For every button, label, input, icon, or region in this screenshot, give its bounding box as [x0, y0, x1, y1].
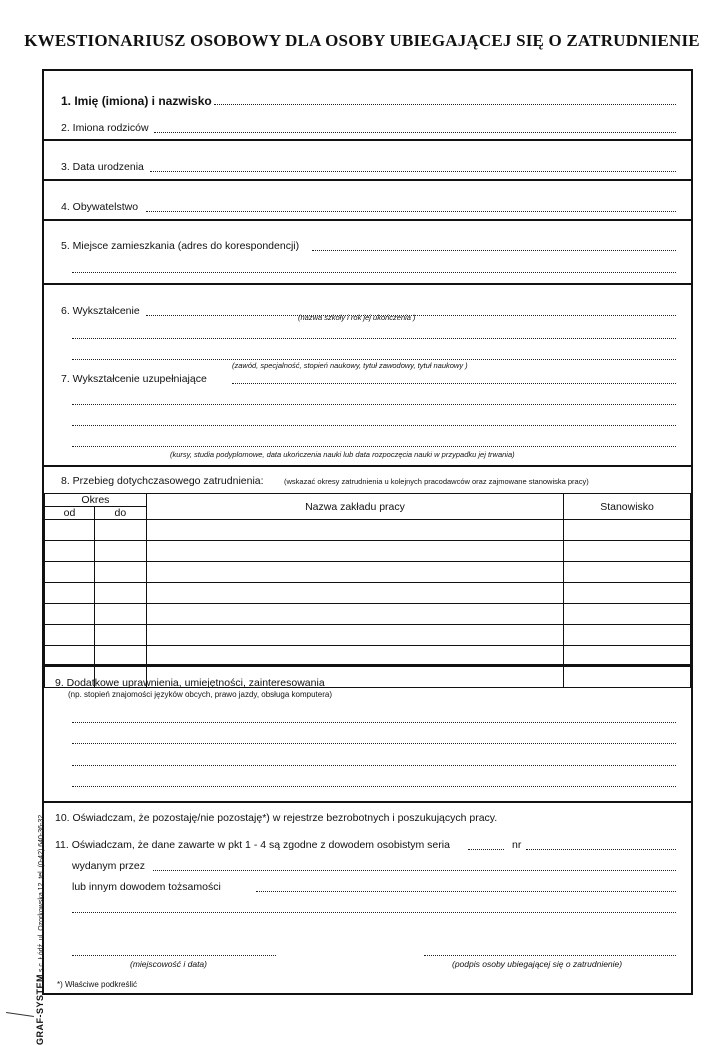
- table-row: [45, 625, 691, 646]
- field-label-issued-by: wydanym przez: [72, 860, 145, 872]
- field-label-skills: 9. Dodatkowe uprawnienia, umiejętności, zainteresowania: [55, 677, 325, 689]
- divider: [42, 219, 693, 221]
- field-label-address: 5. Miejsce zamieszkania (adres do korespondencji): [61, 240, 300, 252]
- publisher-brand: GRAF-SYSTEM: [35, 973, 45, 1045]
- table-cell[interactable]: [45, 604, 95, 625]
- table-cell[interactable]: [94, 562, 146, 583]
- footnote: *) Właściwe podkreślić: [57, 980, 138, 989]
- signature-caption: (podpis osoby ubiegającej się o zatrudnienie): [452, 959, 623, 969]
- employment-note: (wskazać okresy zatrudnienia u kolejnych pracodawców oraz zajmowane stanowiska pracy): [284, 477, 589, 486]
- name-input-line[interactable]: [214, 104, 676, 105]
- place-date-caption: (miejscowość i data): [130, 959, 207, 969]
- form-title: KWESTIONARIUSZ OSOBOWY DLA OSOBY UBIEGAJĄCEJ SIĘ O ZATRUDNIENIE: [24, 31, 700, 50]
- extra-education-input-line-2[interactable]: [72, 404, 676, 405]
- other-id-input[interactable]: [256, 891, 676, 892]
- statement-unemployment: 10. Oświadczam, że pozostaję/nie pozostaję*) w rejestrze bezrobotnych i poszukujących pracy.: [55, 812, 498, 824]
- field-label-parents: 2. Imiona rodziców: [61, 122, 149, 134]
- table-cell[interactable]: [146, 562, 563, 583]
- divider: [42, 139, 693, 141]
- table-cell[interactable]: [146, 604, 563, 625]
- extra-education-caption: (kursy, studia podyplomowe, data ukończenia nauki lub data rozpoczęcia nauki w przypadku jej trwania): [170, 450, 515, 459]
- skills-input-line-4[interactable]: [72, 786, 676, 787]
- field-label-citizenship: 4. Obywatelstwo: [61, 201, 139, 213]
- signature-line[interactable]: [424, 955, 676, 956]
- table-cell[interactable]: [94, 541, 146, 562]
- table-cell[interactable]: [146, 583, 563, 604]
- col-header-employer: Nazwa zakładu pracy: [146, 494, 563, 520]
- table-cell[interactable]: [94, 583, 146, 604]
- id-number-input[interactable]: [526, 849, 676, 850]
- skills-input-line-3[interactable]: [72, 765, 676, 766]
- col-header-from: od: [45, 507, 95, 520]
- address-input-line-2[interactable]: [72, 272, 676, 273]
- table-cell[interactable]: [564, 667, 691, 688]
- table-cell[interactable]: [94, 625, 146, 646]
- education-caption-school: (nazwa szkoły i rok jej ukończenia ): [298, 313, 416, 322]
- table-cell[interactable]: [146, 541, 563, 562]
- field-label-extra-education: 7. Wykształcenie uzupełniające: [61, 373, 207, 385]
- table-cell[interactable]: [564, 583, 691, 604]
- other-id-input-2[interactable]: [72, 912, 676, 913]
- col-header-period: Okres: [45, 494, 147, 507]
- col-header-position: Stanowisko: [564, 494, 691, 520]
- table-row: [45, 646, 691, 667]
- table-cell[interactable]: [45, 583, 95, 604]
- table-cell[interactable]: [45, 562, 95, 583]
- id-series-input[interactable]: [468, 849, 504, 850]
- field-label-employment: 8. Przebieg dotychczasowego zatrudnienia:: [61, 475, 264, 487]
- skills-note: (np. stopień znajomości języków obcych, prawo jazdy, obsługa komputera): [68, 690, 332, 699]
- divider: [42, 465, 693, 467]
- issued-by-input[interactable]: [153, 870, 676, 871]
- extra-education-input-line-3[interactable]: [72, 425, 676, 426]
- place-date-line[interactable]: [72, 955, 276, 956]
- extra-education-input-line[interactable]: [232, 383, 676, 384]
- education-input-line-2[interactable]: [72, 338, 676, 339]
- scan-mark: [6, 1012, 34, 1017]
- divider: [42, 283, 693, 285]
- statement-id: 11. Oświadczam, że dane zawarte w pkt 1 - 4 są zgodne z dowodem osobistym seria: [55, 839, 450, 851]
- publisher-imprint: [35, 725, 45, 1045]
- table-row: [45, 541, 691, 562]
- table-cell[interactable]: [564, 562, 691, 583]
- table-row: [45, 583, 691, 604]
- field-label-other-id: lub innym dowodem tożsamości: [72, 881, 221, 893]
- education-input-line-3[interactable]: [72, 359, 676, 360]
- table-cell[interactable]: [45, 541, 95, 562]
- parents-input-line[interactable]: [154, 132, 676, 133]
- field-label-name: 1. Imię (imiona) i nazwisko: [61, 94, 212, 108]
- table-cell[interactable]: [564, 625, 691, 646]
- education-caption-profession: (zawód, specjalność, stopień naukowy, tytuł zawodowy, tytuł naukowy ): [232, 361, 468, 370]
- table-cell[interactable]: [94, 646, 146, 667]
- address-input-line[interactable]: [312, 250, 676, 251]
- table-row: [45, 604, 691, 625]
- table-cell[interactable]: [146, 520, 563, 541]
- table-row: [45, 562, 691, 583]
- skills-input-line-2[interactable]: [72, 743, 676, 744]
- divider: [42, 801, 693, 803]
- field-label-education: 6. Wykształcenie: [61, 305, 140, 317]
- id-number-label: nr: [512, 839, 522, 851]
- table-cell[interactable]: [94, 520, 146, 541]
- table-cell[interactable]: [146, 646, 563, 667]
- publisher-info: s.c. Łódź, ul. Ozorkowska 12, tel. (0-42) 640-36-32: [38, 814, 45, 973]
- table-cell[interactable]: [146, 625, 563, 646]
- table-cell[interactable]: [564, 604, 691, 625]
- table-cell[interactable]: [45, 646, 95, 667]
- divider: [42, 179, 693, 181]
- field-label-birthdate: 3. Data urodzenia: [61, 161, 144, 173]
- table-row: [45, 520, 691, 541]
- birthdate-input-line[interactable]: [150, 171, 676, 172]
- table-cell[interactable]: [45, 625, 95, 646]
- table-cell[interactable]: [564, 541, 691, 562]
- col-header-to: do: [94, 507, 146, 520]
- table-cell[interactable]: [45, 520, 95, 541]
- table-cell[interactable]: [564, 520, 691, 541]
- table-cell[interactable]: [564, 646, 691, 667]
- table-cell[interactable]: [94, 604, 146, 625]
- citizenship-input-line[interactable]: [146, 211, 676, 212]
- extra-education-input-line-4[interactable]: [72, 446, 676, 447]
- employment-table: [44, 493, 691, 688]
- skills-input-line[interactable]: [72, 722, 676, 723]
